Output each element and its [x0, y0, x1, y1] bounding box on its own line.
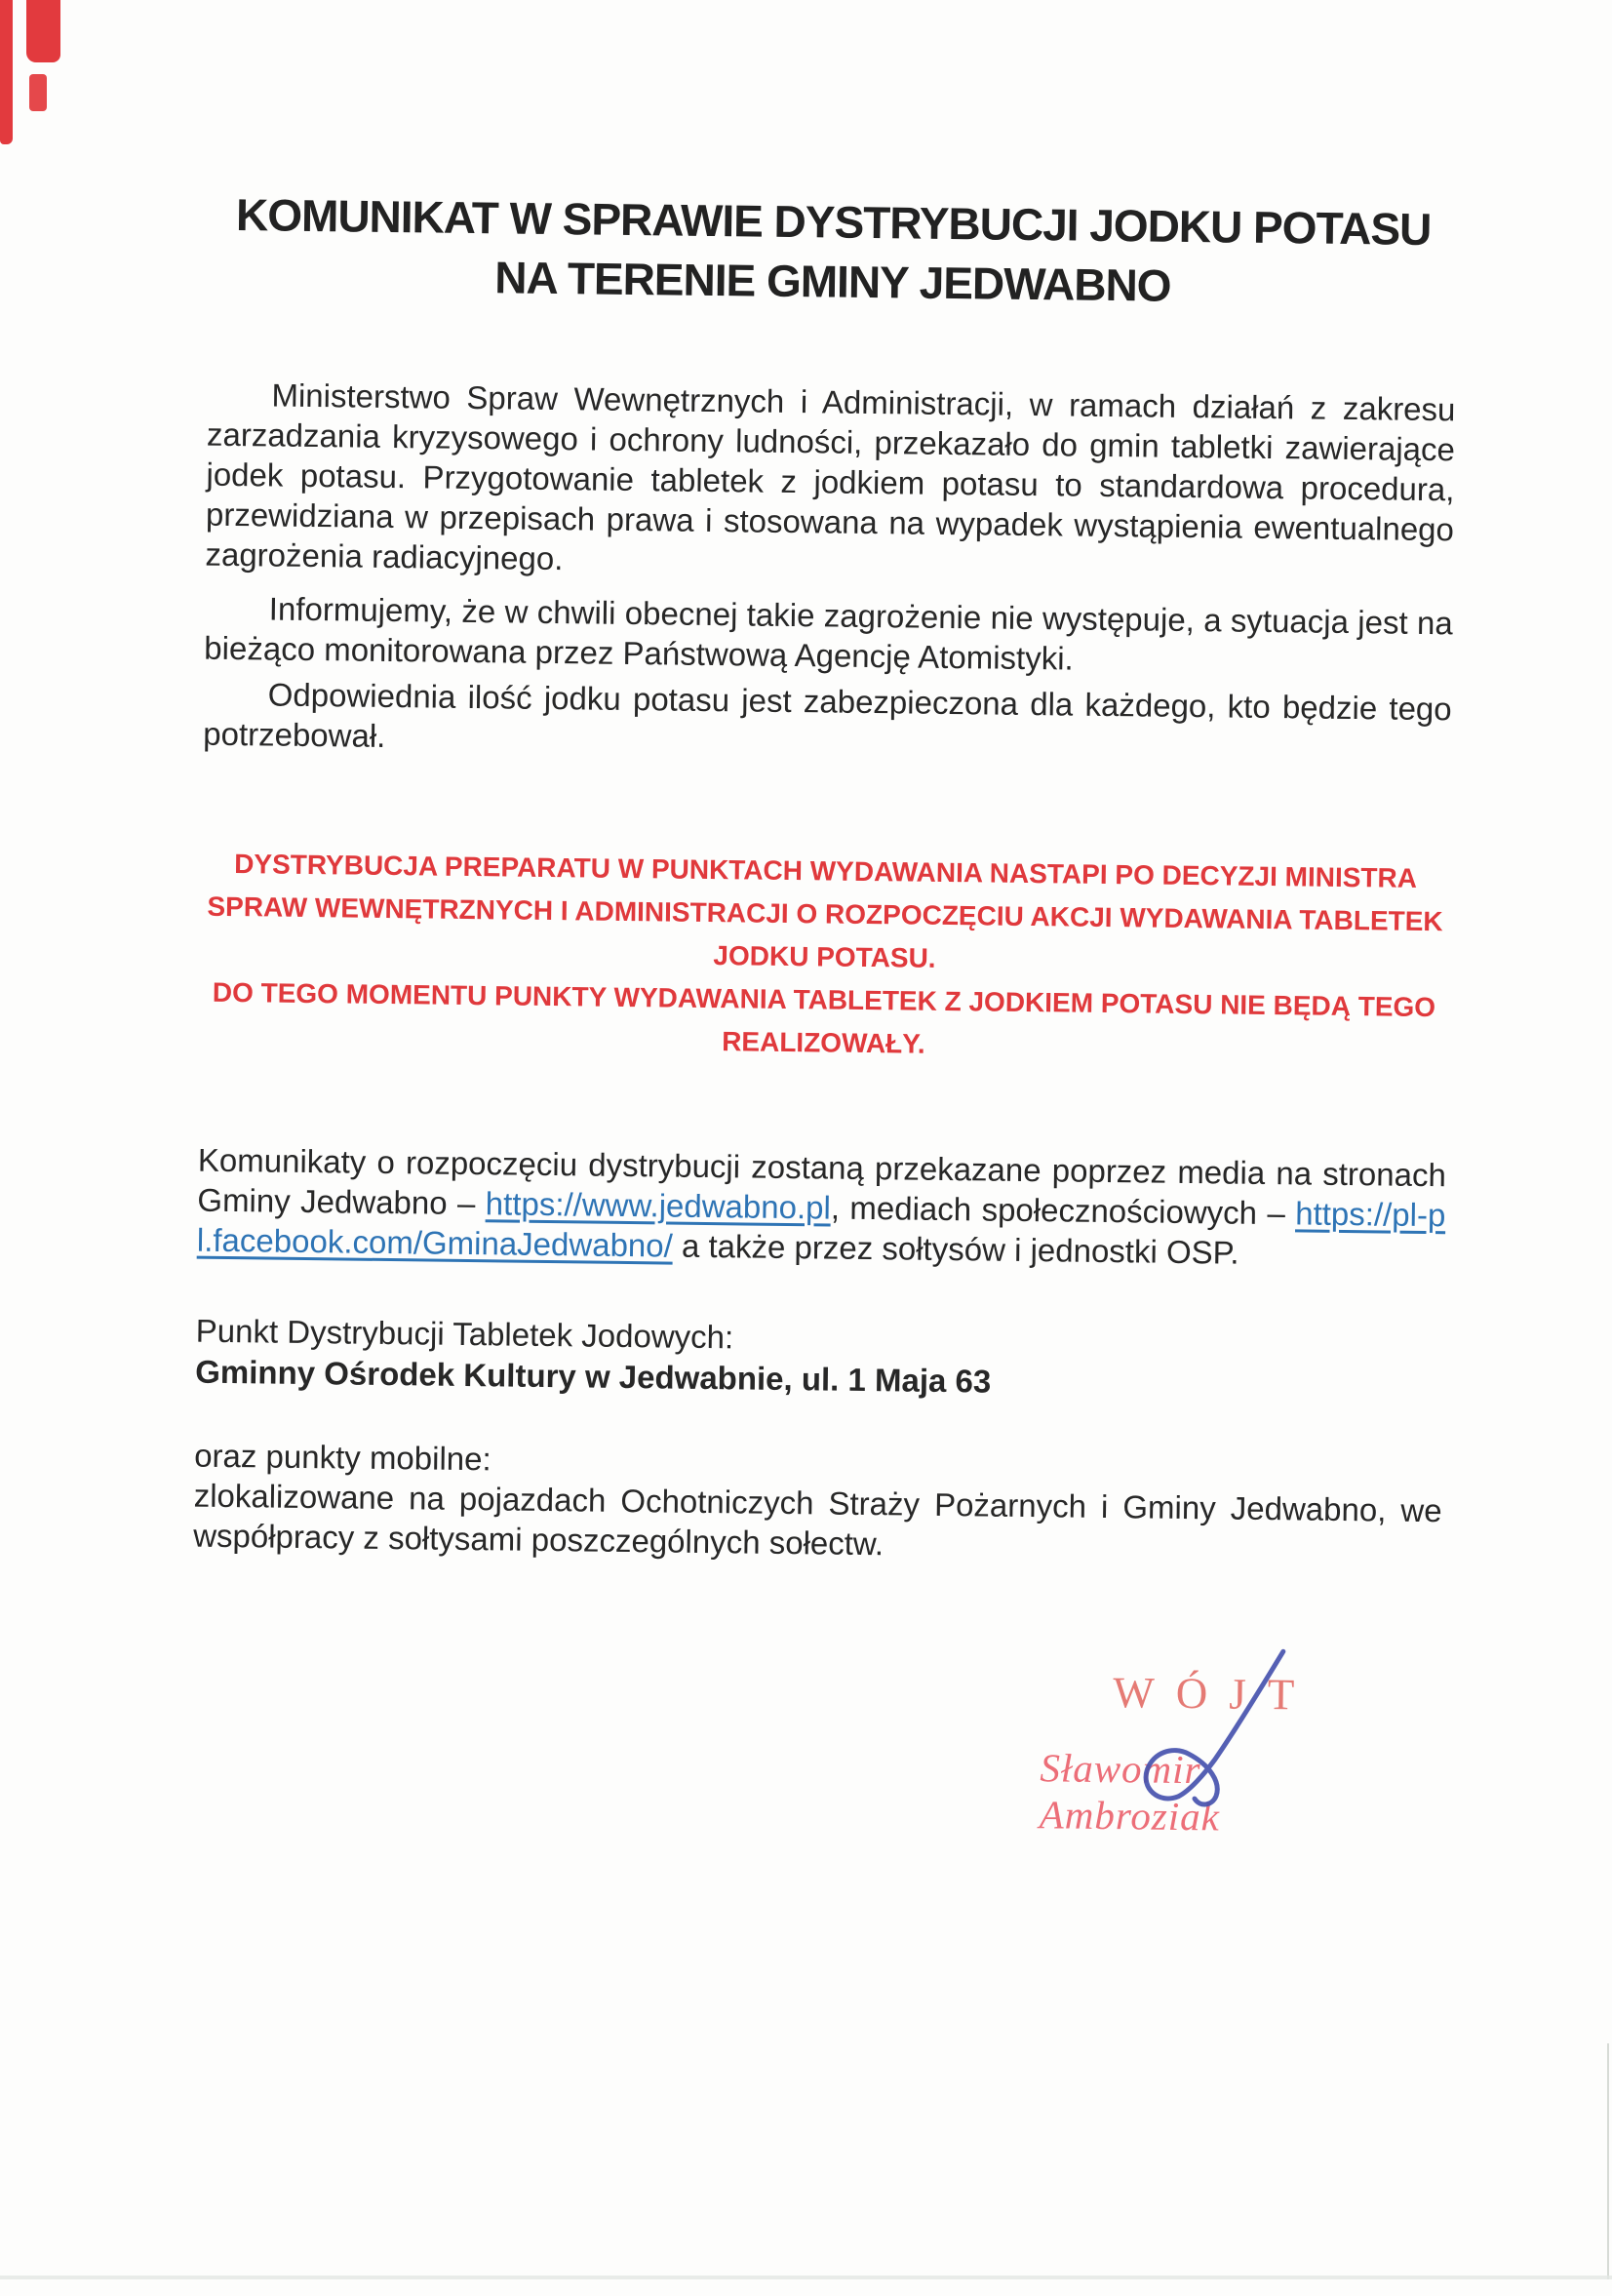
- mobile-points-heading: oraz punkty mobilne:: [193, 1437, 491, 1478]
- paragraph-supply-assurance: Odpowiednia ilość jodku potasu jest zabezpieczona dla każdego, kto będzie tego potrzebował.: [203, 676, 1452, 754]
- media-text-before-link: Komunikaty o rozpoczęciu dystrybucji zostaną przekazane poprzez media na stronach Gminy Jedwabno –: [197, 1141, 1447, 1222]
- document-title-line-1: KOMUNIKAT W SPRAWIE DYSTRYBUCJI JODKU POTASU: [235, 189, 1432, 255]
- mayor-title-stamp: WÓJT: [1113, 1668, 1317, 1720]
- alert-line-4: DO TEGO MOMENTU PUNKTY WYDAWANIA TABLETEK Z JODKIEM POTASU NIE BĘDĄ TEGO: [212, 976, 1436, 1023]
- scan-edge-line-bottom: [0, 2276, 1612, 2279]
- media-text-after-links: a także przez sołtysów i jednostki OSP.: [672, 1227, 1239, 1271]
- alert-line-2: SPRAW WEWNĘTRZNYCH I ADMINISTRACJI O ROZPOCZĘCIU AKCJI WYDAWANIA TABLETEK: [207, 891, 1443, 937]
- facebook-page-link[interactable]: https://pl-pl.facebook.com/GminaJedwabno/: [196, 1195, 1446, 1264]
- media-text-between-links: , mediach społecznościowych –: [830, 1189, 1296, 1232]
- paragraph-current-status: Informujemy, że w chwili obecnej takie zagrożenie nie występuje, a sytuacja jest na bieżąco monitorowana przez Państwową Agencję Atomistyki.: [204, 590, 1453, 677]
- scan-edge-line-right: [1607, 2043, 1609, 2279]
- paragraph-intro: Ministerstwo Spraw Wewnętrznych i Administracji, w ramach działań z zakresu zarzadzania kryzysowego i ochrony ludności, przekazało do gmin tabletki zawierające jodek potasu. Przygotowanie tabletek z jodkiem potasu to standardowa procedura, przewidziana w przepisach prawa i stosowana na wypadek wystąpienia ewentualnego zagrożenia radiacyjnego.: [205, 376, 1456, 577]
- jedwabno-website-link[interactable]: https://www.jedwabno.pl: [485, 1185, 832, 1226]
- paragraph-media-channels: [197, 1140, 1446, 1276]
- mayor-name-stamp: Sławomir Ambroziak: [1039, 1745, 1221, 1840]
- alert-line-5: REALIZOWAŁY.: [722, 1026, 925, 1059]
- document-title-line-2: NA TERENIE GMINY JEDWABNO: [494, 252, 1171, 311]
- document-title: [209, 185, 1458, 320]
- alert-distribution-notice: [199, 843, 1450, 1073]
- mobile-points-description: zlokalizowane na pojazdach Ochotniczych Straży Pożarnych i Gminy Jedwabno, we współpracy z sołtysami poszczególnych sołectw.: [192, 1477, 1442, 1563]
- alert-line-1: DYSTRYBUCJA PREPARATU W PUNKTACH WYDAWANIA NASTAPI PO DECYZJI MINISTRA: [233, 849, 1418, 893]
- distribution-point-heading: Punkt Dystrybucji Tabletek Jodowych:: [195, 1312, 734, 1356]
- distribution-point-location: Gminny Ośrodek Kultury w Jedwabnie, ul. 1 Maja 63: [195, 1353, 992, 1400]
- handwritten-signature: [1123, 1645, 1311, 1811]
- alert-line-3: JODKU POTASU.: [713, 940, 936, 973]
